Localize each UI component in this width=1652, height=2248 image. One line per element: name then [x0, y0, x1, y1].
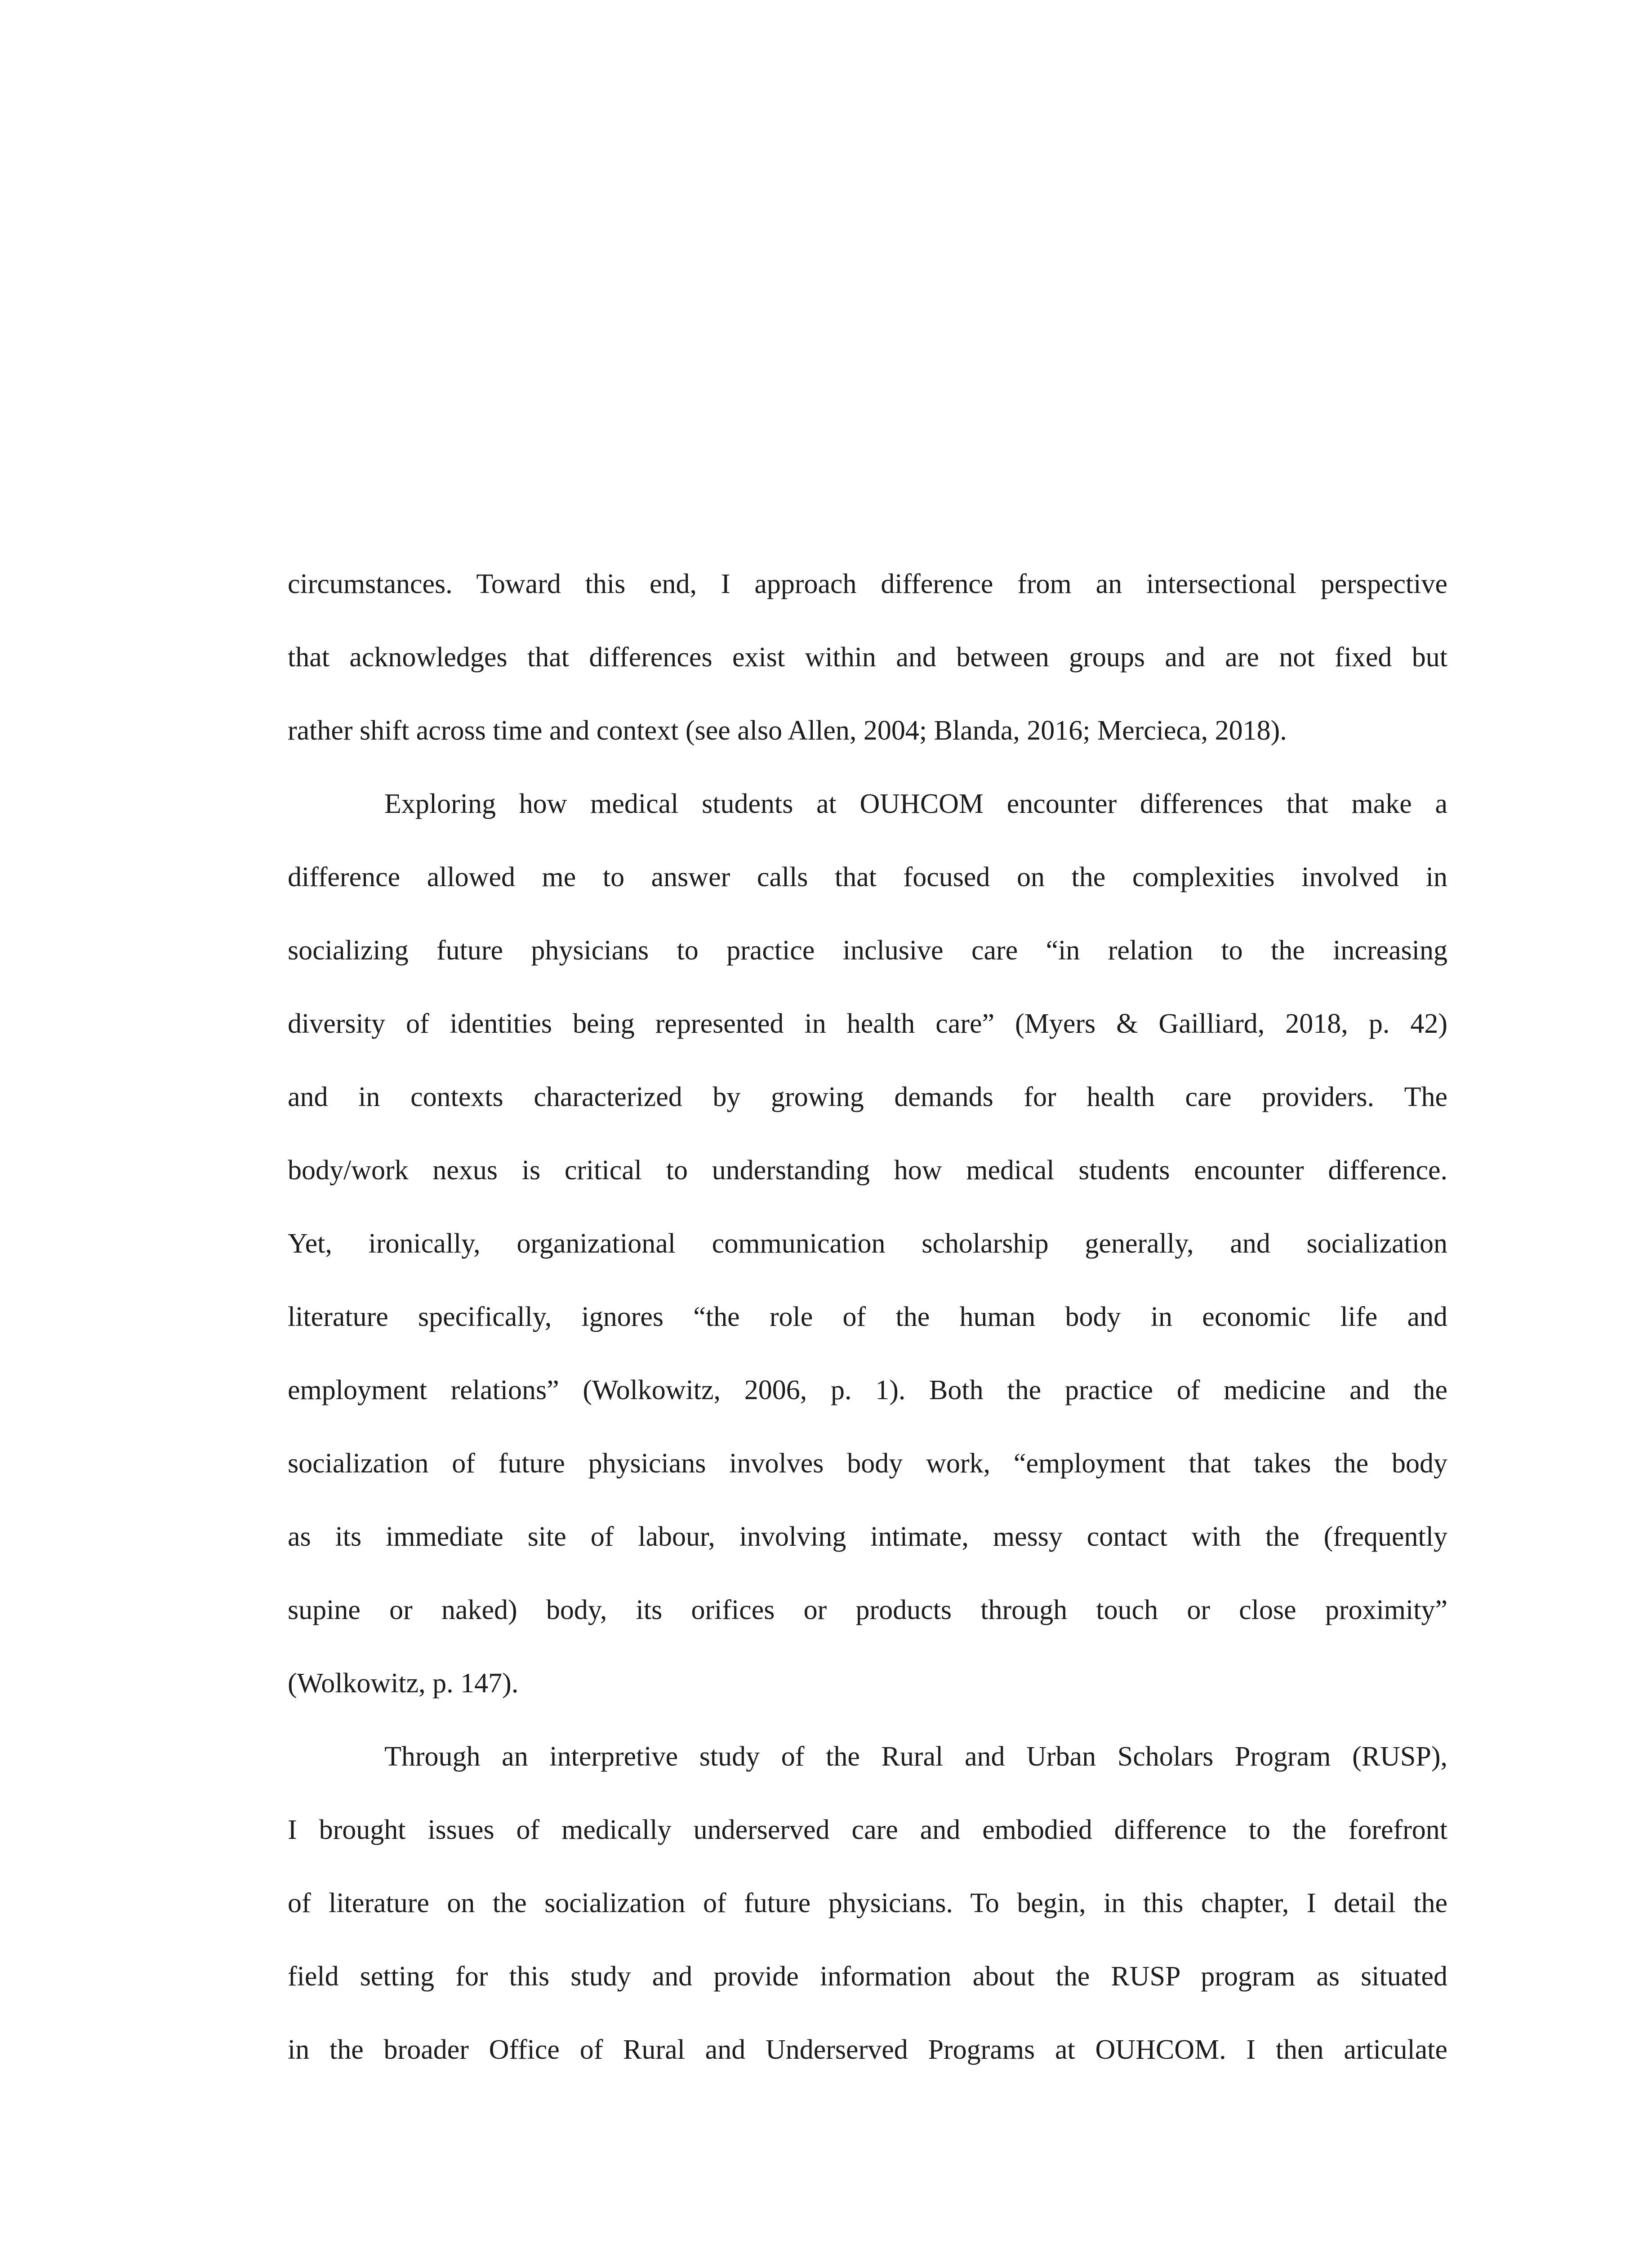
text-line: in the broader Office of Rural and Underserved Programs at OUHCOM. I then articulate: [288, 2034, 1447, 2065]
text-line: Through an interpretive study of the Rural and Urban Scholars Program (RUSP),: [384, 1741, 1447, 1772]
text-line: Yet, ironically, organizational communication scholarship generally, and socialization: [288, 1228, 1447, 1259]
text-line: I brought issues of medically underserved care and embodied difference to the forefront: [288, 1815, 1447, 1845]
text-line: socializing future physicians to practice inclusive care “in relation to the increasing: [288, 935, 1447, 966]
text-line: that acknowledges that differences exist within and between groups and are not fixed but: [288, 642, 1447, 673]
text-line: employment relations” (Wolkowitz, 2006, p. 1). Both the practice of medicine and the: [288, 1375, 1447, 1405]
text-line: body/work nexus is critical to understanding how medical students encounter difference.: [288, 1155, 1447, 1186]
body-text: [288, 548, 1447, 2087]
text-line: supine or naked) body, its orifices or products through touch or close proximity”: [288, 1595, 1447, 1625]
text-line: and in contexts characterized by growing demands for health care providers. The: [288, 1082, 1447, 1112]
text-line: diversity of identities being represented in health care” (Myers & Gailliard, 2018, p. 42): [288, 1008, 1447, 1039]
text-line: as its immediate site of labour, involving intimate, messy contact with the (frequently: [288, 1521, 1447, 1552]
text-line: Exploring how medical students at OUHCOM encounter differences that make a: [384, 789, 1447, 819]
text-line: literature specifically, ignores “the role of the human body in economic life and: [288, 1302, 1447, 1332]
text-line: difference allowed me to answer calls that focused on the complexities involved in: [288, 862, 1447, 892]
text-line: socialization of future physicians involves body work, “employment that takes the body: [288, 1448, 1447, 1479]
text-line: circumstances. Toward this end, I approach difference from an intersectional perspective: [288, 569, 1447, 599]
text-line: of literature on the socialization of future physicians. To begin, in this chapter, I detail the: [288, 1888, 1447, 1918]
text-line: field setting for this study and provide information about the RUSP program as situated: [288, 1961, 1447, 1992]
text-line: rather shift across time and context (see also Allen, 2004; Blanda, 2016; Mercieca, 2018).: [288, 715, 1287, 746]
text-line: (Wolkowitz, p. 147).: [288, 1668, 519, 1699]
